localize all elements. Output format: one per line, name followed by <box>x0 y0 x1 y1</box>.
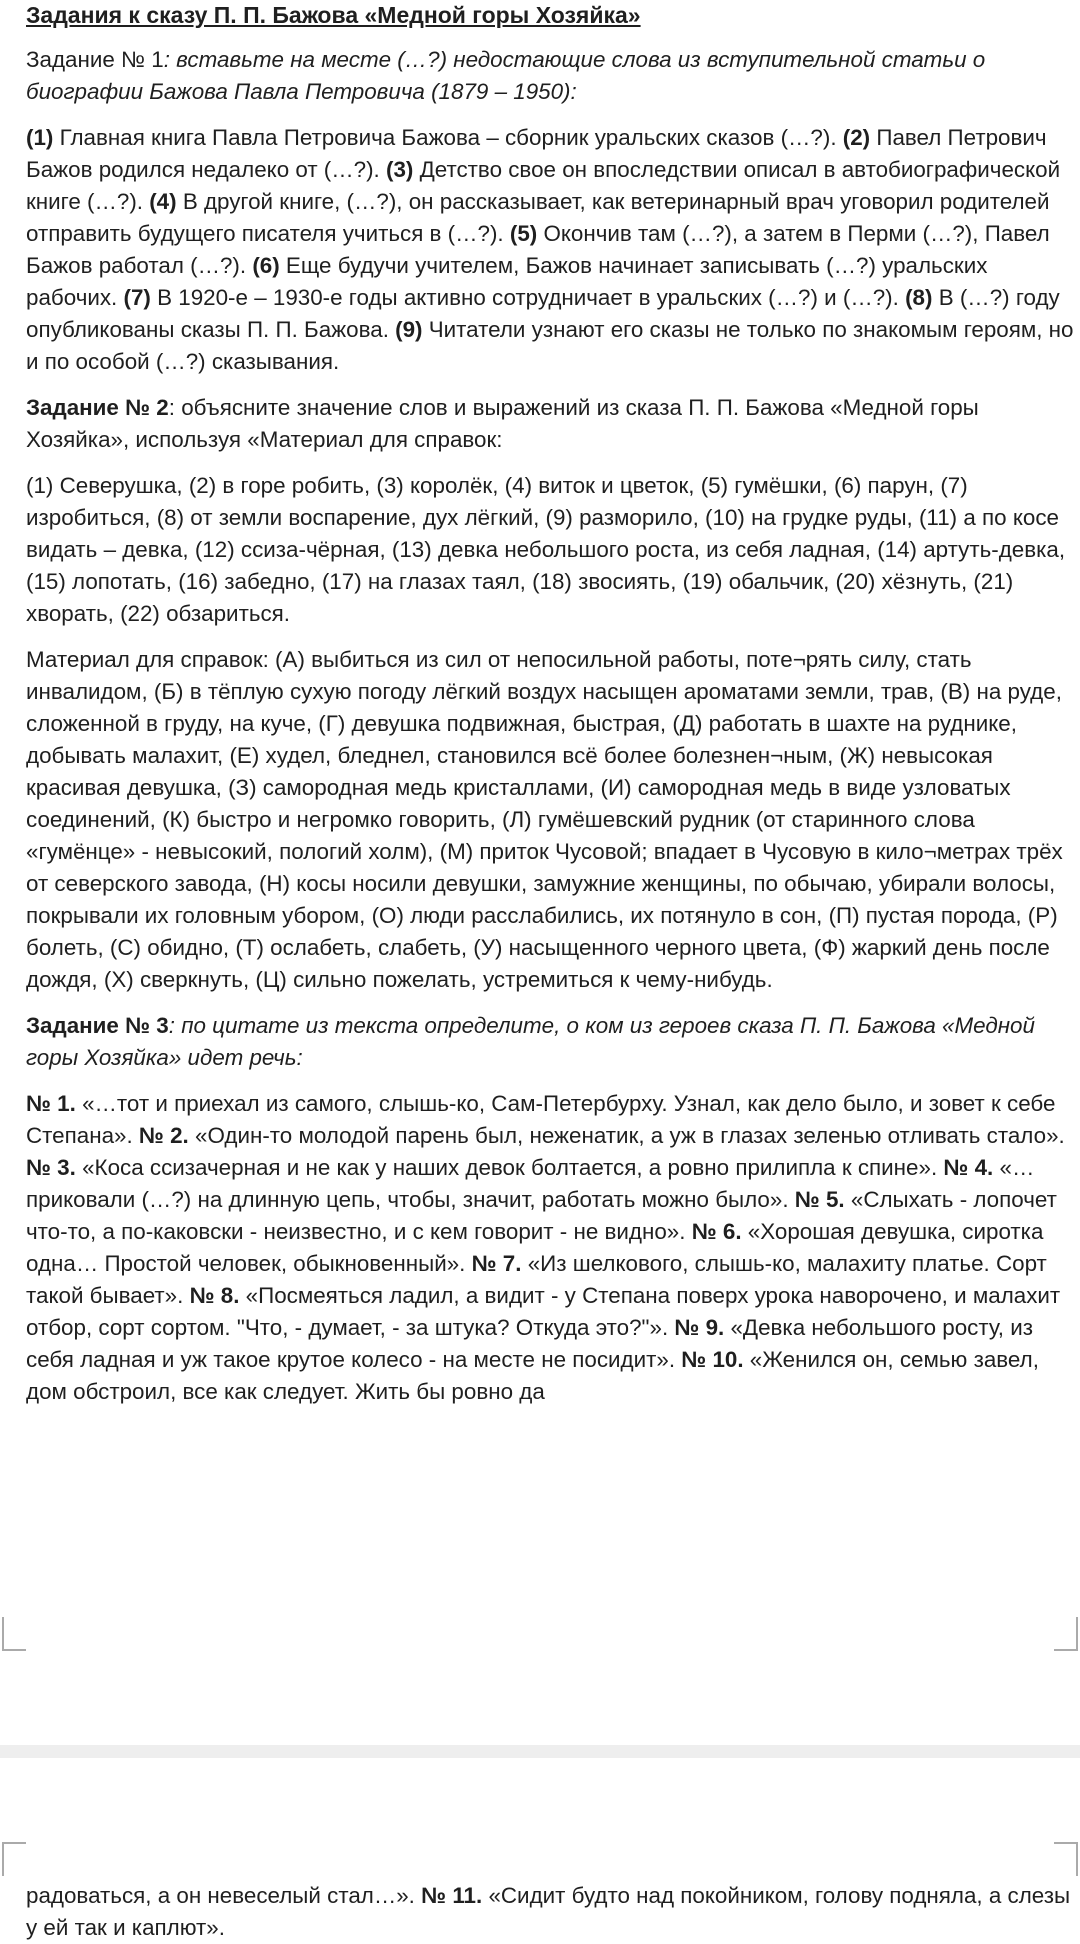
item-text: В другой книге, (…?), он рассказывает, как ветеринарный врач уговорил родителей отправить будущего писателя учиться в (…?). <box>26 189 1050 246</box>
task2-instruction: : объясните значение слов и выражений из сказа П. П. Бажова «Медной горы Хозяйка», используя «Материал для справок: <box>26 395 979 452</box>
quote-number: № 3. <box>26 1155 76 1180</box>
task3-quotes <box>26 1088 1074 1408</box>
page-corner-mark <box>1054 1617 1078 1651</box>
page-corner-mark <box>2 1842 26 1876</box>
task3-heading <box>26 1010 1074 1074</box>
quote-text: «Посмеяться ладил, а видит - у Степана поверх урока наворочено, и малахит отбор, сорт сортом. "Что, - думает, - за штука? Откуда это?"». <box>26 1283 1061 1340</box>
page-content <box>26 0 1074 1408</box>
document-page-2 <box>0 1758 1080 1944</box>
quote-text: «…тот и приехал из самого, слышь-ко, Сам-Петербурху. Узнал, как дело было, и зовет к себе Степана». <box>26 1091 1056 1148</box>
task1-item <box>124 285 906 310</box>
item-number: (1) <box>26 125 54 150</box>
quote-number: № 6. <box>691 1219 742 1244</box>
quote-text: «Хорошая девушка, сиротка одна… Простой человек, обыкновенный». <box>26 1219 1044 1276</box>
item-text: Павел Петрович Бажов родился недалеко от (…?). <box>26 125 1047 182</box>
quote-item <box>26 1883 421 1908</box>
item-text: Читатели узнают его сказы не только по знакомым героям, но и по особой (…?) сказывания. <box>26 317 1074 374</box>
page-content <box>26 1880 1074 1944</box>
task2-reference-material: Материал для справок: (А) выбиться из сил от непосильной работы, поте¬рять силу, стать инвалидом, (Б) в тёплую сухую погоду лёгкий воздух насыщен ароматами земли, трав, (В) на руде, сложенной в груду, на куче, (Г) девушка подвижная, быстрая, (Д) работать в шахте на руднике, добывать малахит, (Е) худел, бледнел, становился всё более болезнен¬ным, (Ж) невысокая красивая девушка, (З) самородная медь кристаллами, (И) самородная медь в виде узловатых соединений, (К) быстро и негромко говорить, (Л) гумёшевский рудник (от старинного слова «гумёнце» - невысокий, пологий холм), (М) приток Чусовой; впадает в Чусовую в кило¬метрах трёх от северского завода, (Н) косы носили девушки, замужние женщины, по обычаю, убирали волосы, покрывали их головным убором, (О) люди расслабились, их потянуло в сон, (П) пустая порода, (Р) болеть, (С) обидно, (Т) ослабеть, слабеть, (У) насыщенного черного цвета, (Ф) жаркий день после дождя, (Х) сверкнуть, (Ц) сильно пожелать, устремиться к чему-нибудь. <box>26 647 1063 992</box>
quote-text: «Сидит будто над покойником, голову подняла, а слезы у ей так и каплют». <box>26 1883 1071 1940</box>
item-number: (7) <box>123 285 151 310</box>
task3-quotes-continued <box>26 1880 1074 1944</box>
quote-number: № 10. <box>681 1347 744 1372</box>
item-number: (9) <box>395 317 423 342</box>
quote-number: № 1. <box>26 1091 76 1116</box>
item-text: Еще будучи учителем, Бажов начинает записывать (…?) уральских рабочих. <box>26 253 988 310</box>
item-number: (6) <box>252 253 280 278</box>
task1-heading <box>26 44 1074 108</box>
item-text: Детство свое он впоследствии описал в автобиографической книге (…?). <box>26 157 1061 214</box>
item-number: (2) <box>842 125 871 150</box>
quote-text: «Слыхать - лопочет что-то, а по-каковски - неизвестно, и с кем говорит - не видно». <box>26 1187 1057 1244</box>
task2-word-list: (1) Северушка, (2) в горе робить, (3) королёк, (4) виток и цветок, (5) гумёшки, (6) парун, (7) изробиться, (8) от земли воспарение, дух лёгкий, (9) разморило, (10) на грудке руды, (11) а по косе видать – девка, (12) ссиза-чёрная, (13) девка небольшого роста, из себя ладная, (14) артуть-девка, (15) лопотать, (16) забедно, (17) на глазах таял, (18) звосиять, (19) обальчик, (20) хёзнуть, (21) хворать, (22) обзариться. <box>26 473 1066 626</box>
item-number: (3) <box>386 157 414 182</box>
quote-number: № 11. <box>421 1883 483 1908</box>
task2-heading <box>26 392 1074 456</box>
task2-label: Задание № 2 <box>26 395 169 420</box>
quote-text: радоваться, а он невеселый стал…». <box>26 1883 422 1908</box>
item-number: (8) <box>905 285 933 310</box>
task1-paragraph <box>26 122 1074 378</box>
quote-text: «Женился он, семью завел, дом обстроил, все как следует. Жить бы ровно да <box>26 1347 1039 1404</box>
task1-instruction: : вставьте на месте (…?) недостающие слова из вступительной статьи о биографии Бажова Павла Петровича (1879 – 1950): <box>26 47 986 104</box>
task1-label: Задание № 1 <box>26 47 164 72</box>
page-corner-mark <box>2 1617 26 1651</box>
quote-text: «Один-то молодой парень был, неженатик, а уж в глазах зеленью отливать стало». <box>188 1123 1065 1148</box>
quote-text: «Девка небольшого росту, из себя ладная и уж такое крутое колесо - на месте не посидит». <box>26 1315 1034 1372</box>
quote-number: № 2. <box>138 1123 189 1148</box>
quote-text: «…приковали (…?) на длинную цепь, чтобы, значит, работать можно было». <box>26 1155 1035 1212</box>
quote-number: № 7. <box>471 1251 522 1276</box>
item-text: В (…?) году опубликованы сказы П. П. Бажова. <box>26 285 1060 342</box>
item-number: (4) <box>149 189 177 214</box>
item-text: В 1920-е – 1930-е годы активно сотрудничает в уральских (…?) и (…?). <box>150 285 906 310</box>
task3-instruction: : по цитате из текста определите, о ком из героев сказа П. П. Бажова «Медной горы Хозяйка» идет речь: <box>26 1013 1035 1070</box>
quote-number: № 9. <box>674 1315 725 1340</box>
task1-item <box>26 125 843 150</box>
quote-item <box>139 1123 1065 1148</box>
page-corner-mark <box>1054 1842 1078 1876</box>
quote-number: № 4. <box>943 1155 994 1180</box>
quote-text: «Коса ссизачерная и не как у наших девок болтается, а ровно прилипла к спине». <box>75 1155 944 1180</box>
document-title: Задания к сказу П. П. Бажова «Медной горы Хозяйка» <box>26 2 641 28</box>
task3-label: Задание № 3 <box>26 1013 169 1038</box>
quote-number: № 5. <box>794 1187 845 1212</box>
item-number: (5) <box>509 221 538 246</box>
item-text: Главная книга Павла Петровича Бажова – сборник уральских сказов (…?). <box>53 125 843 150</box>
quote-text: «Из шелкового, слышь-ко, малахиту платье. Сорт такой бывает». <box>26 1251 1047 1308</box>
quote-item <box>26 1155 943 1180</box>
page-separator <box>0 1745 1080 1758</box>
quote-number: № 8. <box>189 1283 240 1308</box>
item-text: Окончив там (…?), а затем в Перми (…?), Павел Бажов работал (…?). <box>26 221 1050 278</box>
